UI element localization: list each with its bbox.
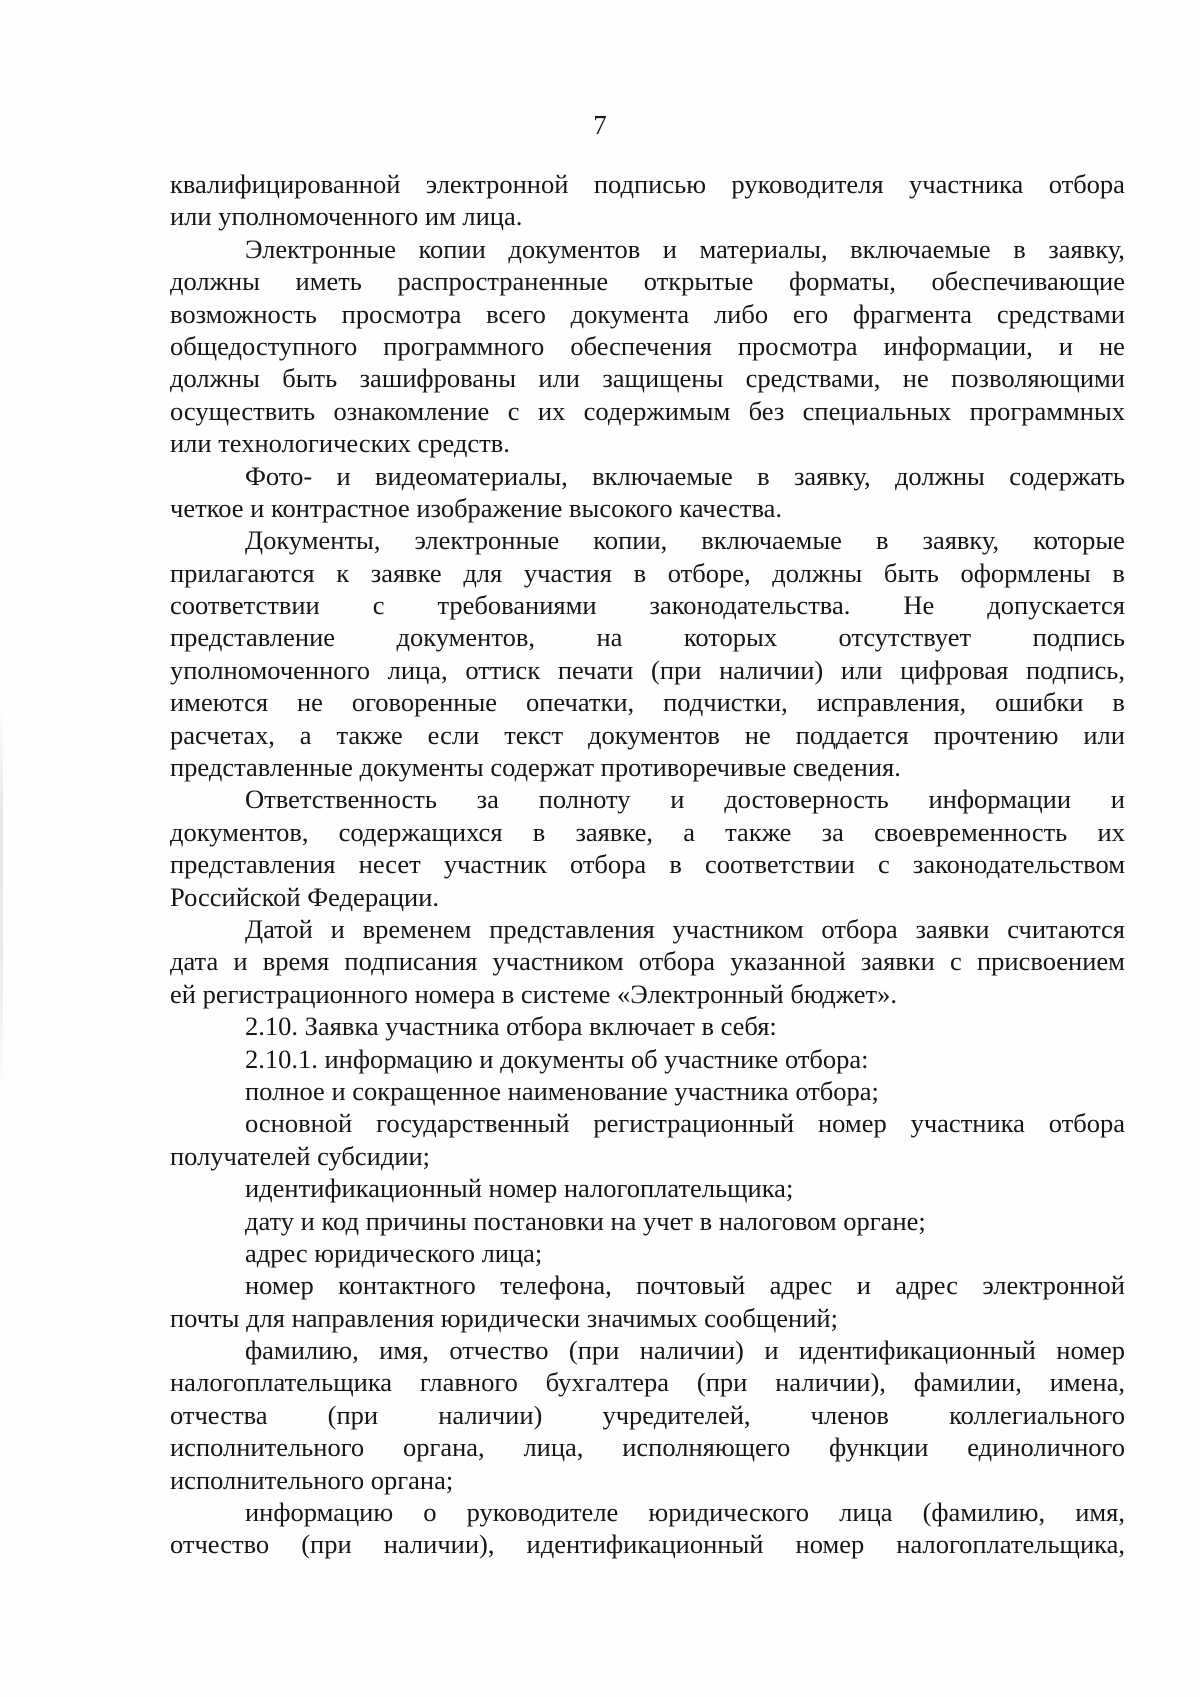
text-line: или технологических средств. <box>170 428 510 459</box>
word: телефона, <box>500 1270 612 1301</box>
text-line: Российской Федерации. <box>170 881 439 912</box>
word: подписью <box>593 169 706 199</box>
text-line: 2.10.1. информацию и документы об участнике отбора: <box>245 1043 869 1074</box>
word: представления <box>489 913 655 944</box>
word: отсутствует <box>838 622 972 653</box>
word: оттиск <box>465 654 541 685</box>
word: в <box>633 557 647 588</box>
word: участника <box>909 169 1024 199</box>
word: участник <box>443 849 547 880</box>
word: за <box>821 816 844 847</box>
word: отборе, <box>667 557 751 588</box>
scan-edge-shadow <box>0 700 3 1100</box>
text-line: полное и сокращенное наименование участника отбора; <box>245 1075 879 1106</box>
word: видеоматериалы, <box>375 460 568 491</box>
word: прочтению <box>933 719 1059 750</box>
word: идентификационный <box>526 1529 764 1560</box>
word: его <box>792 298 829 329</box>
word: основной <box>245 1108 353 1139</box>
word: заявку, <box>1048 233 1125 264</box>
word: единоличного <box>967 1432 1125 1463</box>
word: содержать <box>1009 460 1125 491</box>
word: фрагмента <box>852 298 973 329</box>
word: копии, <box>593 525 668 556</box>
word: соответствии <box>170 590 320 621</box>
word: наличии), <box>383 1529 495 1560</box>
word: отчества <box>170 1399 268 1430</box>
word: лица, <box>523 1432 584 1463</box>
word: которые <box>1033 525 1125 556</box>
word: номер <box>1056 1335 1125 1366</box>
word: Фото- <box>245 460 313 491</box>
word: исполняющего <box>622 1432 791 1463</box>
word: и <box>662 233 677 264</box>
text-line <box>170 298 1125 330</box>
word: для <box>463 557 503 588</box>
word: документов, <box>396 622 535 653</box>
word: фамилию, <box>245 1335 359 1366</box>
word: участника <box>910 1108 1025 1139</box>
word: также <box>725 816 792 847</box>
word: отбора <box>569 849 647 880</box>
word: своевременность <box>874 816 1068 847</box>
word: копии <box>418 233 486 264</box>
word: требованиями <box>437 590 597 621</box>
word: (фамилию, <box>922 1497 1046 1528</box>
word: их <box>537 395 566 426</box>
word: цифровая <box>900 654 1009 685</box>
word: время <box>262 946 330 977</box>
word: поддается <box>795 719 909 750</box>
text-line <box>170 1366 1125 1398</box>
word: адрес <box>895 1270 958 1301</box>
word: адрес <box>769 1270 833 1301</box>
word: достоверность <box>724 784 889 815</box>
text-line <box>170 913 1125 945</box>
word: налогоплательщика, <box>896 1529 1125 1560</box>
word: в <box>875 525 889 556</box>
word: номер <box>795 1529 865 1560</box>
word: содержимым <box>583 395 731 426</box>
page-number: 7 <box>593 110 607 140</box>
text-line: четкое и контрастное изображение высокого качества. <box>170 492 783 523</box>
word: отбора <box>1048 169 1125 199</box>
word: в <box>1112 557 1125 588</box>
word: документов, <box>170 816 309 847</box>
text-line <box>170 1399 1125 1431</box>
word: подпись, <box>1026 654 1125 685</box>
word: Датой <box>245 913 313 944</box>
word: программных <box>969 395 1125 426</box>
word: просмотра <box>341 298 462 329</box>
word: лица <box>839 1497 893 1528</box>
word: имя, <box>1075 1497 1125 1528</box>
word: и <box>670 784 685 815</box>
word: быть <box>883 557 939 588</box>
word: либо <box>713 298 769 329</box>
word: номер <box>818 1108 887 1139</box>
word: в <box>532 816 546 847</box>
word: налогоплательщика <box>170 1367 393 1398</box>
text-line: ей регистрационного номера в системе «Электронный бюджет». <box>170 978 897 1009</box>
word: наличии) <box>438 1399 543 1430</box>
word: и <box>764 1335 779 1366</box>
word: без <box>748 395 785 426</box>
word: или <box>1083 719 1125 750</box>
text-line <box>170 719 1125 751</box>
word: их <box>1097 816 1125 847</box>
text-line <box>170 524 1125 556</box>
text-line <box>170 395 1125 427</box>
text-line <box>170 816 1125 848</box>
word: а <box>299 719 312 750</box>
word: участником <box>672 913 804 944</box>
text-line <box>170 330 1125 362</box>
word: средствами <box>996 298 1125 329</box>
word: коллегиального <box>949 1399 1125 1430</box>
word: соответствии <box>705 849 855 880</box>
word: государственный <box>376 1108 570 1139</box>
word: специальных <box>802 395 952 426</box>
word: если <box>427 719 480 750</box>
word: обеспечивающие <box>931 266 1125 297</box>
word: с <box>950 946 962 977</box>
word: всего <box>486 298 546 329</box>
word: включаемые <box>850 233 991 264</box>
text-line <box>170 265 1125 297</box>
document-body <box>170 168 1125 1561</box>
text-line <box>170 1107 1125 1139</box>
word: программного <box>383 330 545 361</box>
word: наличии), <box>775 1367 886 1398</box>
word: содержащихся <box>338 816 503 847</box>
word: просмотра <box>737 330 858 361</box>
word: не <box>744 719 771 750</box>
word: и <box>1058 330 1073 361</box>
word: идентификационный <box>798 1335 1036 1366</box>
word: представления <box>170 849 336 880</box>
word: документа <box>570 298 690 329</box>
text-line: адрес юридического лица; <box>245 1237 543 1268</box>
text-line <box>170 783 1125 815</box>
word: должны <box>894 460 985 491</box>
word: должны <box>170 363 260 394</box>
text-line: почты для направления юридически значимых сообщений; <box>170 1302 838 1333</box>
word: Электронные <box>245 233 396 264</box>
text-line <box>170 460 1125 492</box>
word: распространенные <box>397 266 609 297</box>
word: отбора <box>821 913 898 944</box>
word: с <box>877 849 890 880</box>
word: представление <box>170 622 336 653</box>
word: прилагаются <box>170 557 315 588</box>
word: временем <box>362 913 472 944</box>
word: ознакомление <box>333 395 490 426</box>
text-line <box>170 557 1125 589</box>
word: законодательством <box>912 849 1125 880</box>
word: электронной <box>425 169 569 199</box>
word: электронной <box>982 1270 1125 1301</box>
text-line <box>170 1269 1125 1301</box>
word: и <box>336 460 351 491</box>
word: в <box>669 849 682 880</box>
word: информацию <box>245 1497 394 1528</box>
word: включаемые <box>592 460 733 491</box>
word: Не <box>903 590 935 621</box>
word: также <box>336 719 403 750</box>
word: включаемые <box>701 525 842 556</box>
word: на <box>596 622 623 653</box>
word: законодательства. <box>649 590 851 621</box>
text-line: идентификационный номер налогоплательщика; <box>245 1173 794 1204</box>
word: иметь <box>295 266 362 297</box>
word: учредителей, <box>602 1399 751 1430</box>
word: имя, <box>379 1335 429 1366</box>
word: и <box>1110 784 1125 815</box>
word: которых <box>683 622 778 653</box>
word: защищены <box>602 363 724 394</box>
word: средствами, <box>745 363 881 394</box>
word: наличии) <box>639 1335 744 1366</box>
word: (при <box>696 1367 748 1398</box>
word: регистрационный <box>593 1108 795 1139</box>
word: должны <box>772 557 863 588</box>
word: документов <box>588 719 720 750</box>
word: и <box>856 1270 871 1301</box>
word: наличии) <box>719 654 824 685</box>
word: оговоренные <box>351 687 498 718</box>
word: должны <box>170 266 260 297</box>
word: дата <box>170 946 219 977</box>
word: открытые <box>643 266 754 297</box>
word: участия <box>523 557 612 588</box>
word: фамилии, <box>913 1367 1022 1398</box>
word: отчество <box>449 1335 549 1366</box>
word: считаются <box>1007 913 1125 944</box>
word: к <box>336 557 350 588</box>
word: документов <box>508 233 641 264</box>
word: или <box>538 363 580 394</box>
word: подписания <box>344 946 478 977</box>
word: информации <box>928 784 1072 815</box>
word: несет <box>358 849 421 880</box>
word: квалифицированной <box>170 169 401 199</box>
word: имена, <box>1049 1367 1125 1398</box>
word: заявку, <box>922 525 1000 556</box>
word: (при <box>327 1399 379 1430</box>
word: возможность <box>170 298 317 329</box>
word: уполномоченного <box>170 654 370 685</box>
word: бухгалтера <box>545 1367 670 1398</box>
word: с <box>507 395 520 426</box>
word: юридического <box>648 1497 810 1528</box>
text-line <box>170 848 1125 880</box>
word: оформлены <box>960 557 1091 588</box>
word: руководителя <box>731 169 884 199</box>
word: не <box>296 687 323 718</box>
word: Ответственность <box>245 784 437 815</box>
text-line <box>170 1496 1125 1528</box>
word: указанной <box>730 946 846 977</box>
text-line <box>170 686 1125 718</box>
word: почтовый <box>636 1270 746 1301</box>
word: не <box>902 363 929 394</box>
word: опечатки, <box>525 687 635 718</box>
word: присвоением <box>976 946 1125 977</box>
word: номер <box>245 1270 314 1301</box>
word: осуществить <box>170 395 316 426</box>
word: отчество <box>170 1529 270 1560</box>
word: печати <box>557 654 634 685</box>
word: не <box>1099 330 1125 361</box>
word: (при <box>651 654 702 685</box>
word: заявки <box>915 913 990 944</box>
word: функции <box>829 1432 929 1463</box>
text-line <box>170 233 1125 265</box>
word: с <box>372 590 385 621</box>
word: Документы, <box>245 525 381 556</box>
word: (при <box>568 1335 620 1366</box>
text-line: исполнительного органа; <box>170 1464 454 1495</box>
word: имеются <box>170 687 269 718</box>
word: в <box>1013 233 1026 264</box>
word: ошибки <box>995 687 1084 718</box>
word: допускается <box>987 590 1125 621</box>
word: о <box>423 1497 437 1528</box>
text-line <box>170 589 1125 621</box>
word: позволяющими <box>951 363 1125 394</box>
word: зашифрованы <box>359 363 516 394</box>
text-line <box>170 1334 1125 1366</box>
word: текст <box>504 719 564 750</box>
word: (при <box>301 1529 352 1560</box>
text-line <box>170 168 1125 200</box>
word: отбора <box>1048 1108 1125 1139</box>
text-line: получателей субсидии; <box>170 1140 431 1171</box>
text-line: или уполномоченного им лица. <box>170 201 523 232</box>
word: исполнительного <box>170 1432 365 1463</box>
word: в <box>1112 687 1125 718</box>
word: заявке <box>370 557 442 588</box>
word: быть <box>282 363 338 394</box>
word: подпись <box>1032 622 1125 653</box>
word: и <box>233 946 248 977</box>
text-line <box>170 1431 1125 1463</box>
word: материалы, <box>699 233 828 264</box>
text-line: дату и код причины постановки на учет в налоговом органе; <box>245 1205 926 1236</box>
word: в <box>757 460 770 491</box>
word: контактного <box>338 1270 476 1301</box>
word: заявке, <box>575 816 653 847</box>
word: обеспечения <box>570 330 712 361</box>
text-line: 2.10. Заявка участника отбора включает в себя: <box>245 1011 777 1042</box>
word: подчистки, <box>663 687 788 718</box>
text-line <box>170 945 1125 977</box>
word: заявку, <box>793 460 871 491</box>
word: членов <box>810 1399 889 1430</box>
word: исправления, <box>816 687 967 718</box>
word: органа, <box>402 1432 485 1463</box>
word: форматы, <box>788 266 896 297</box>
word: заявки <box>860 946 935 977</box>
word: за <box>476 784 499 815</box>
word: информации, <box>883 330 1033 361</box>
word: и <box>330 913 345 944</box>
word: руководителе <box>466 1497 619 1528</box>
word: а <box>683 816 695 847</box>
word: участником <box>492 946 624 977</box>
text-line <box>170 621 1125 653</box>
word: полноту <box>538 784 631 815</box>
text-line: представленные документы содержат противоречивые сведения. <box>170 752 901 783</box>
word: отбора <box>638 946 716 977</box>
word: главного <box>419 1367 518 1398</box>
text-line <box>170 654 1125 686</box>
word: электронные <box>414 525 560 556</box>
text-line <box>170 1528 1125 1560</box>
word: лица, <box>387 654 448 685</box>
word: общедоступного <box>170 330 358 361</box>
word: расчетах, <box>170 719 275 750</box>
text-line <box>170 362 1125 394</box>
word: или <box>840 654 883 685</box>
